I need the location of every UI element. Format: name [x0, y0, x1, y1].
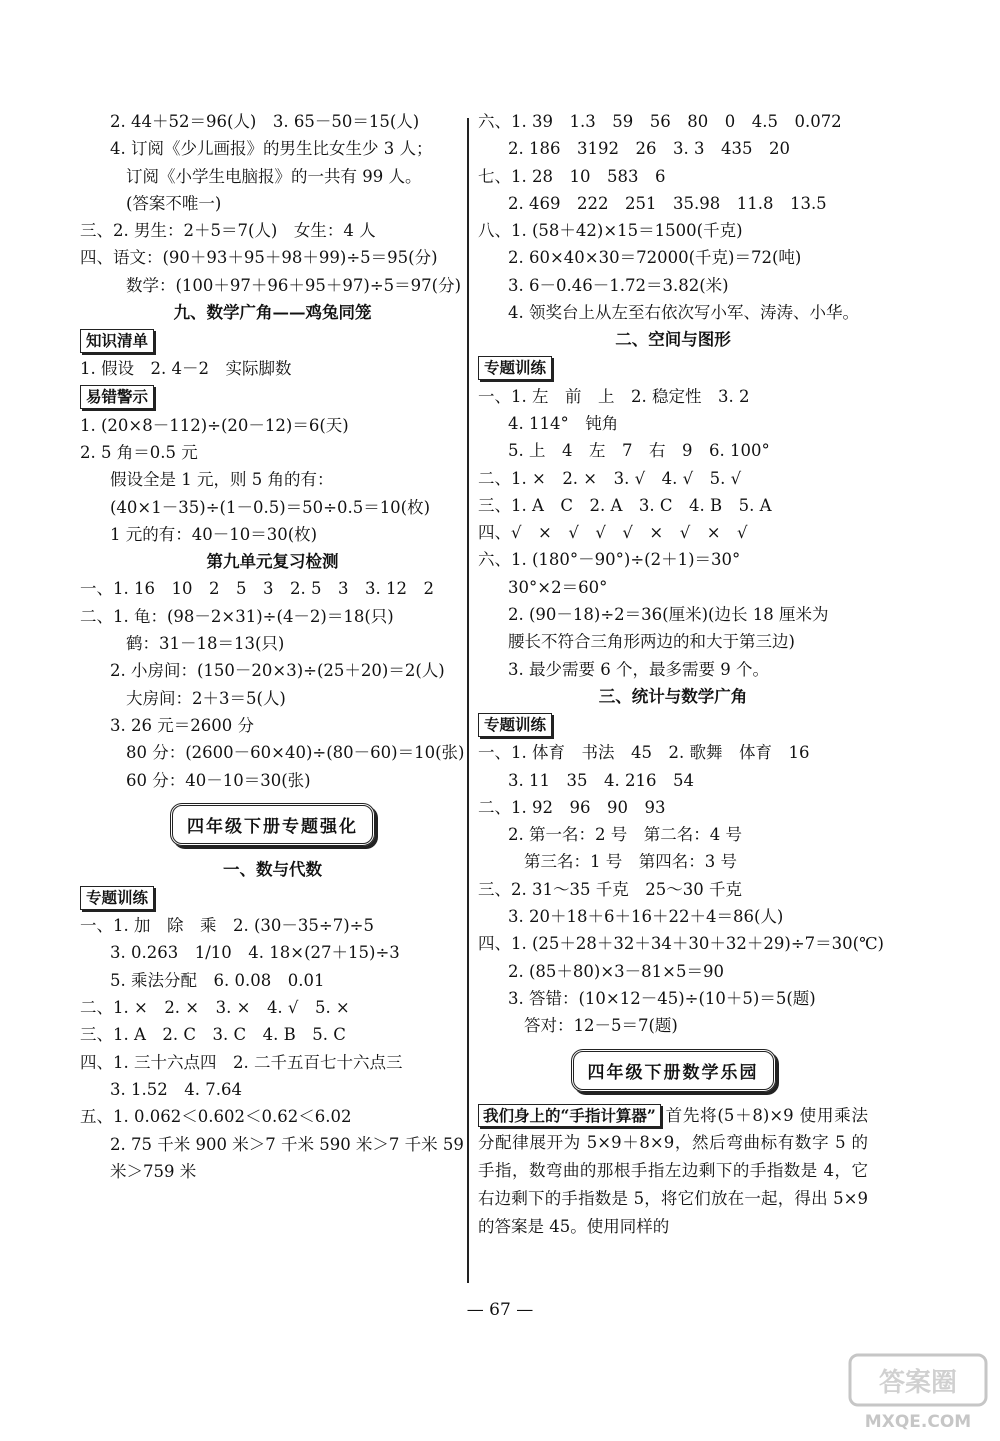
answer-line: 4. 114° 钝角	[508, 413, 619, 433]
answer-line: 一、1. 加 除 乘 2. (30－35÷7)÷5	[80, 916, 374, 936]
answer-line: 假设全是 1 元，则 5 角的有：	[110, 470, 334, 490]
answer-line: 二、1. 龟：(98－2×31)÷(4－2)＝18(只)	[80, 606, 394, 626]
answer-line: 1 元的有：40－10＝30(枚)	[110, 524, 318, 544]
section-heading: 二、空间与图形	[615, 330, 731, 350]
answer-line: 1. (20×8－112)÷(20－12)＝6(天)	[80, 415, 349, 435]
section-heading: 第九单元复习检测	[206, 552, 339, 572]
answer-line: 3. 26 元＝2600 分	[110, 715, 254, 735]
answer-line: 30°×2＝60°	[508, 577, 608, 597]
answer-line: 订阅《小学生电脑报》的一共有 99 人。	[126, 166, 422, 186]
answer-line: 四、1. (25＋28＋32＋34＋30＋32＋29)÷7＝30(℃)	[478, 934, 884, 954]
answer-line: 3. 6－0.46－1.72＝3.82(米)	[508, 275, 729, 295]
paragraph	[478, 1102, 868, 1241]
answer-line: 六、1. (180°－90°)÷(2＋1)＝30°	[478, 550, 741, 570]
watermark-logo	[848, 1353, 988, 1433]
answer-line: 60 分：40－10＝30(张)	[126, 770, 311, 790]
answer-line: 二、1. 92 96 90 93	[478, 797, 666, 817]
answer-line: 2. 小房间：(150－20×3)÷(25＋20)＝2(人)	[110, 661, 445, 681]
section-tag: 专题训练	[478, 356, 552, 380]
answer-line: 六、1. 39 1.3 59 56 80 0 4.5 0.072	[478, 112, 842, 131]
page-number: — 67 —	[466, 1300, 534, 1320]
answer-line: 2. 60×40×30＝72000(千克)＝72(吨)	[508, 248, 802, 268]
answer-line: 3. 最少需要 6 个，最多需要 9 个。	[508, 659, 769, 679]
answer-line: 腰长不符合三角形两边的和大于第三边)	[508, 632, 795, 652]
answer-line: 3. 答错：(10×12－45)÷(10＋5)＝5(题)	[508, 988, 816, 1008]
banner-title: 四年级下册专题强化	[170, 803, 375, 846]
answer-line: 三、2. 31～35 千克 25～30 千克	[478, 879, 742, 899]
answer-line: 2. 44＋52＝96(人) 3. 65－50＝15(人)	[110, 112, 420, 131]
section-tag: 专题训练	[80, 886, 154, 910]
answer-line: 答对：12－5＝7(题)	[524, 1016, 678, 1036]
answer-line: 一、1. 体育 书法 45 2. 歌舞 体育 16	[478, 743, 810, 763]
answer-line: 五、1. 0.062＜0.602＜0.62＜6.02	[80, 1107, 352, 1127]
answer-line: 2. 469 222 251 35.98 11.8 13.5	[508, 193, 827, 213]
section-tag: 易错警示	[80, 385, 154, 409]
banner-title: 四年级下册数学乐园	[571, 1049, 776, 1092]
answer-line: 一、1. 16 10 2 5 3 2. 5 3 3. 12 2	[80, 579, 434, 599]
section-heading: 三、统计与数学广角	[598, 686, 748, 706]
answer-line: 大房间：2＋3＝5(人)	[126, 688, 286, 708]
section-tag-row	[80, 883, 465, 912]
answer-line: 第三名：1 号 第四名：3 号	[524, 852, 737, 872]
answer-line: 二、1. × 2. × 3. × 4. √ 5. ×	[80, 998, 350, 1018]
answer-line: 3. 11 35 4. 216 54	[508, 770, 694, 790]
answer-line: 八、1. (58＋42)×15＝1500(千克)	[478, 221, 743, 241]
answer-line: 80 分：(2600－60×40)÷(80－60)＝10(张)	[126, 743, 465, 763]
section-tag-row	[478, 354, 868, 383]
answer-line: 三、1. A 2. C 3. C 4. B 5. C	[80, 1025, 346, 1045]
answer-line: 2. 75 千米 900 米＞7 千米 590 米＞7 千米 59	[110, 1134, 464, 1154]
answer-line: 二、1. × 2. × 3. √ 4. √ 5. √	[478, 468, 742, 488]
answer-line: 四、语文：(90＋93＋95＋98＋99)÷5＝95(分)	[80, 248, 438, 268]
answer-line: 米＞759 米	[110, 1161, 197, 1181]
answer-line: 3. 20＋18＋6＋16＋22＋4＝86(人)	[508, 907, 784, 927]
answer-line: 鹤：31－18＝13(只)	[126, 634, 285, 654]
section-tag-row	[478, 710, 868, 739]
section-tag-row	[80, 326, 465, 355]
answer-line: 4. 订阅《少儿画报》的男生比女生少 3 人；	[110, 139, 433, 159]
answer-line: 1. 假设 2. 4－2 实际脚数	[80, 359, 292, 379]
answer-line: (答案不唯一)	[126, 193, 222, 213]
answer-line: 2. (85＋80)×3－81×5＝90	[508, 961, 724, 981]
svg-text:MXQE.COM: MXQE.COM	[864, 1412, 972, 1432]
answer-line: 2. (90－18)÷2＝36(厘米)(边长 18 厘米为	[508, 605, 829, 625]
answer-line: 四、1. 三十六点四 2. 二千五百七十六点三	[80, 1052, 403, 1072]
right-column	[478, 108, 884, 1240]
answer-line: 三、2. 男生：2＋5＝7(人) 女生：4 人	[80, 221, 376, 241]
svg-text:答案圈: 答案圈	[878, 1368, 958, 1398]
paragraph-tag: 我们身上的“手指计算器”	[478, 1104, 661, 1127]
answer-line: 一、1. 左 前 上 2. 稳定性 3. 2	[478, 386, 750, 406]
answer-line: 七、1. 28 10 583 6	[478, 166, 666, 186]
section-tag: 专题训练	[478, 713, 552, 737]
banner-row	[478, 1040, 868, 1102]
answer-line: 4. 领奖台上从左至右依次写小军、涛涛、小华。	[508, 303, 859, 323]
answer-line: 3. 0.263 1/10 4. 18×(27＋15)÷3	[110, 943, 400, 963]
banner-row	[80, 794, 465, 856]
left-column	[80, 108, 465, 1185]
paragraph-text: 首先将(5＋8)×9 使用乘法分配律展开为 5×9＋8×9，然后弯曲标有数字 5 的手指，数弯曲的那根手指左边剩下的手指数是 4，它右边剩下的手指数是 5，将它们放在一起，得出 5×9 的答案是 45。使用同样的	[478, 1105, 868, 1236]
section-heading: 九、数学广角——鸡兔同笼	[173, 303, 372, 323]
answer-line: (40×1－35)÷(1－0.5)＝50÷0.5＝10(枚)	[110, 497, 431, 517]
answer-line: 数学：(100＋97＋96＋95＋97)÷5＝97(分)	[126, 275, 462, 295]
answer-line: 三、1. A C 2. A 3. C 4. B 5. A	[478, 495, 772, 515]
answer-line: 2. 5 角＝0.5 元	[80, 442, 198, 462]
section-tag: 知识清单	[80, 329, 154, 353]
answer-line: 四、√ × √ √ √ × √ × √	[478, 523, 748, 543]
answer-line: 2. 第一名：2 号 第二名：4 号	[508, 825, 742, 845]
answer-line: 5. 乘法分配 6. 0.08 0.01	[110, 970, 325, 990]
column-divider	[467, 118, 469, 1283]
answer-line: 3. 1.52 4. 7.64	[110, 1079, 242, 1099]
section-heading: 一、数与代数	[223, 859, 322, 879]
answer-line: 5. 上 4 左 7 右 9 6. 100°	[508, 441, 770, 461]
section-tag-row	[80, 383, 465, 412]
answer-line: 2. 186 3192 26 3. 3 435 20	[508, 139, 790, 159]
